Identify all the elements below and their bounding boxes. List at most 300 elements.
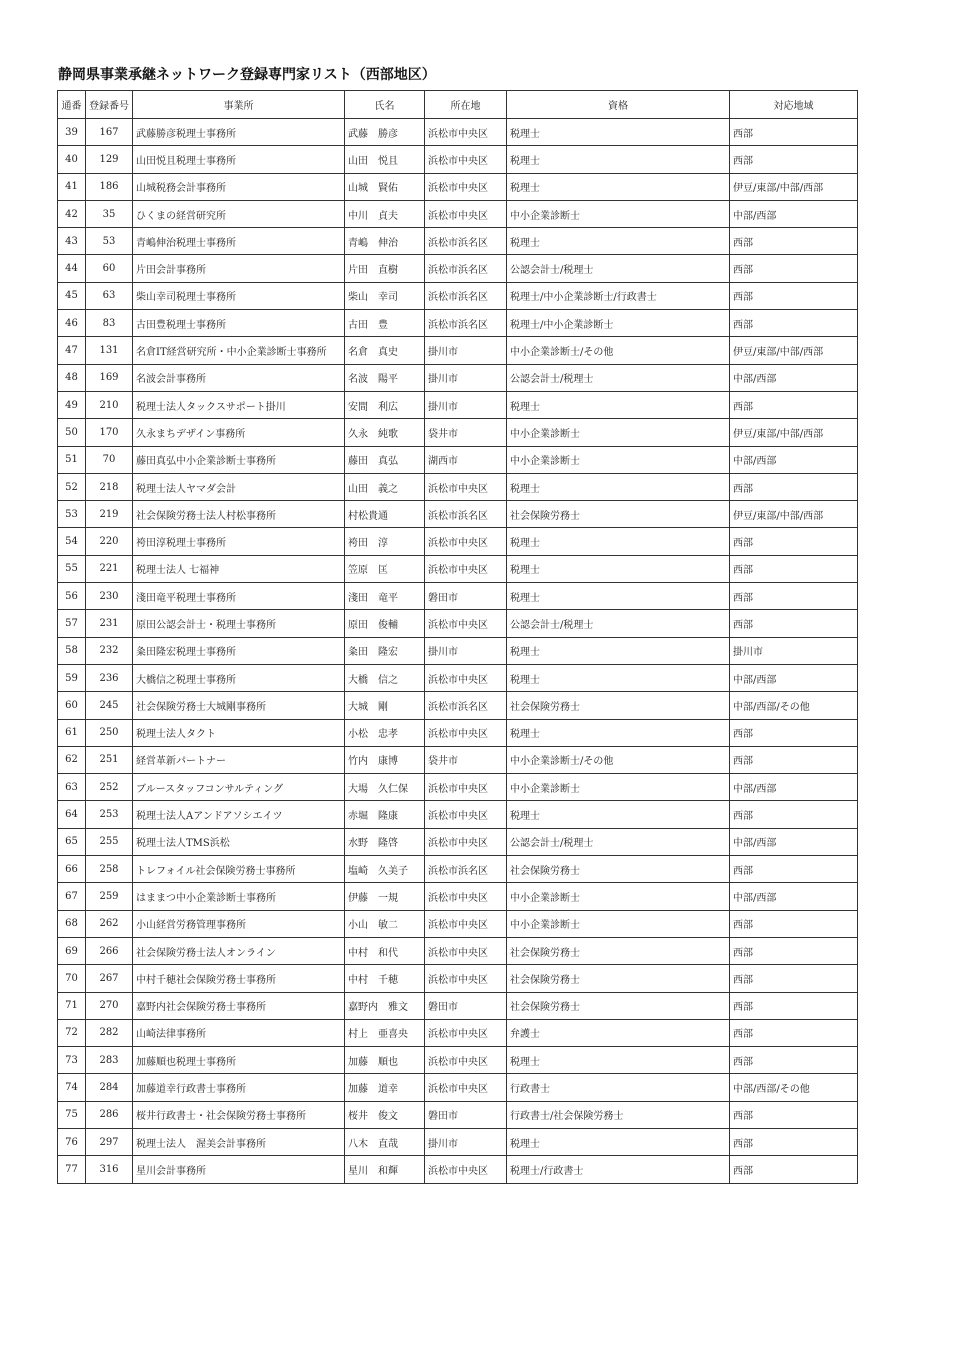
cell-location: 浜松市中央区 [425, 555, 507, 582]
cell-registration-number: 60 [86, 255, 133, 282]
cell-qualification: 税理士 [507, 719, 730, 746]
cell-region: 伊豆/東部/中部/西部 [730, 501, 858, 528]
cell-serial: 69 [58, 937, 86, 964]
cell-name: 村上 亜喜央 [345, 1019, 425, 1046]
cell-region: 西部 [730, 228, 858, 255]
cell-office: 山城税務会計事務所 [133, 173, 345, 200]
cell-region: 中部/西部/その他 [730, 692, 858, 719]
cell-office: 藤田真弘中小企業診断士事務所 [133, 446, 345, 473]
cell-registration-number: 282 [86, 1019, 133, 1046]
cell-region: 掛川市 [730, 637, 858, 664]
cell-registration-number: 35 [86, 200, 133, 227]
cell-name: 武藤 勝彦 [345, 119, 425, 146]
cell-qualification: 税理士 [507, 555, 730, 582]
cell-name: 塩崎 久美子 [345, 856, 425, 883]
cell-serial: 68 [58, 910, 86, 937]
cell-office: 税理士法人タックスサポート掛川 [133, 391, 345, 418]
cell-region: 中部/西部 [730, 664, 858, 691]
cell-region: 西部 [730, 1128, 858, 1155]
header-qualification: 資格 [507, 91, 730, 119]
cell-office: 税理士法人ヤマダ会計 [133, 473, 345, 500]
cell-name: 小松 忠孝 [345, 719, 425, 746]
cell-region: 西部 [730, 119, 858, 146]
cell-location: 浜松市中央区 [425, 801, 507, 828]
cell-name: 笠原 匡 [345, 555, 425, 582]
cell-location: 磐田市 [425, 1101, 507, 1128]
cell-location: 磐田市 [425, 992, 507, 1019]
table-row [58, 910, 858, 937]
cell-name: 竹内 康博 [345, 746, 425, 773]
cell-name: 中村 千穂 [345, 965, 425, 992]
cell-serial: 62 [58, 746, 86, 773]
cell-serial: 74 [58, 1074, 86, 1101]
cell-registration-number: 262 [86, 910, 133, 937]
table-row [58, 1019, 858, 1046]
cell-name: 藤田 真弘 [345, 446, 425, 473]
cell-serial: 61 [58, 719, 86, 746]
cell-location: 磐田市 [425, 583, 507, 610]
cell-registration-number: 283 [86, 1047, 133, 1074]
cell-location: 浜松市浜名区 [425, 282, 507, 309]
cell-registration-number: 232 [86, 637, 133, 664]
cell-office: 青嶋伸治税理士事務所 [133, 228, 345, 255]
cell-qualification: 税理士 [507, 528, 730, 555]
cell-office: 名倉IT経営研究所・中小企業診断士事務所 [133, 337, 345, 364]
cell-location: 浜松市中央区 [425, 910, 507, 937]
cell-region: 伊豆/東部/中部/西部 [730, 419, 858, 446]
cell-region: 中部/西部 [730, 828, 858, 855]
cell-location: 浜松市浜名区 [425, 501, 507, 528]
cell-name: 粂田 隆宏 [345, 637, 425, 664]
header-region: 対応地域 [730, 91, 858, 119]
cell-name: 加藤 道幸 [345, 1074, 425, 1101]
cell-qualification: 税理士 [507, 664, 730, 691]
cell-qualification: 税理士 [507, 391, 730, 418]
cell-qualification: 税理士 [507, 583, 730, 610]
cell-serial: 56 [58, 583, 86, 610]
cell-registration-number: 259 [86, 883, 133, 910]
header-serial: 通番 [58, 91, 86, 119]
cell-location: 浜松市中央区 [425, 1047, 507, 1074]
cell-office: 税理士法人TMS浜松 [133, 828, 345, 855]
cell-qualification: 公認会計士/税理士 [507, 828, 730, 855]
cell-region: 西部 [730, 719, 858, 746]
cell-registration-number: 284 [86, 1074, 133, 1101]
cell-qualification: 税理士/中小企業診断士 [507, 310, 730, 337]
table-row [58, 692, 858, 719]
cell-region: 西部 [730, 555, 858, 582]
table-row [58, 528, 858, 555]
cell-name: 山城 賢佑 [345, 173, 425, 200]
table-row [58, 992, 858, 1019]
cell-qualification: 税理士/行政書士 [507, 1156, 730, 1183]
cell-office: はままつ中小企業診断士事務所 [133, 883, 345, 910]
cell-region: 西部 [730, 746, 858, 773]
cell-name: 星川 和輝 [345, 1156, 425, 1183]
cell-office: ブルースタッフコンサルティング [133, 774, 345, 801]
cell-registration-number: 250 [86, 719, 133, 746]
cell-registration-number: 297 [86, 1128, 133, 1155]
cell-name: 山田 悦且 [345, 146, 425, 173]
cell-registration-number: 219 [86, 501, 133, 528]
cell-qualification: 公認会計士/税理士 [507, 364, 730, 391]
cell-location: 浜松市浜名区 [425, 255, 507, 282]
cell-office: 嘉野内社会保険労務士事務所 [133, 992, 345, 1019]
cell-name: 袴田 淳 [345, 528, 425, 555]
table-row [58, 501, 858, 528]
cell-office: 社会保険労務士法人村松事務所 [133, 501, 345, 528]
cell-location: 浜松市中央区 [425, 1019, 507, 1046]
cell-office: 社会保険労務士大城剛事務所 [133, 692, 345, 719]
table-row [58, 583, 858, 610]
cell-region: 中部/西部 [730, 774, 858, 801]
cell-location: 浜松市中央区 [425, 719, 507, 746]
cell-registration-number: 253 [86, 801, 133, 828]
cell-office: 税理士法人 七福神 [133, 555, 345, 582]
cell-qualification: 行政書士 [507, 1074, 730, 1101]
cell-location: 浜松市中央区 [425, 610, 507, 637]
cell-registration-number: 258 [86, 856, 133, 883]
cell-region: 西部 [730, 528, 858, 555]
cell-location: 浜松市中央区 [425, 528, 507, 555]
cell-office: 粂田隆宏税理士事務所 [133, 637, 345, 664]
cell-qualification: 中小企業診断士 [507, 910, 730, 937]
cell-office: 片田会計事務所 [133, 255, 345, 282]
cell-name: 八木 直哉 [345, 1128, 425, 1155]
cell-serial: 43 [58, 228, 86, 255]
table-row [58, 255, 858, 282]
cell-registration-number: 316 [86, 1156, 133, 1183]
table-row [58, 746, 858, 773]
cell-serial: 52 [58, 473, 86, 500]
cell-serial: 70 [58, 965, 86, 992]
table-row [58, 883, 858, 910]
table-row [58, 937, 858, 964]
cell-qualification: 税理士/中小企業診断士/行政書士 [507, 282, 730, 309]
table-row [58, 391, 858, 418]
cell-serial: 66 [58, 856, 86, 883]
cell-location: 浜松市中央区 [425, 883, 507, 910]
cell-registration-number: 255 [86, 828, 133, 855]
cell-qualification: 公認会計士/税理士 [507, 255, 730, 282]
cell-office: ひくまの経営研究所 [133, 200, 345, 227]
cell-region: 中部/西部 [730, 200, 858, 227]
cell-name: 淺田 竜平 [345, 583, 425, 610]
cell-location: 袋井市 [425, 419, 507, 446]
cell-registration-number: 218 [86, 473, 133, 500]
cell-location: 浜松市浜名区 [425, 692, 507, 719]
cell-qualification: 税理士 [507, 473, 730, 500]
cell-name: 大橋 信之 [345, 664, 425, 691]
cell-name: 大場 久仁保 [345, 774, 425, 801]
table-row [58, 473, 858, 500]
cell-registration-number: 270 [86, 992, 133, 1019]
table-row [58, 610, 858, 637]
cell-serial: 55 [58, 555, 86, 582]
cell-location: 浜松市浜名区 [425, 856, 507, 883]
table-header-row [58, 91, 858, 119]
header-name: 氏名 [345, 91, 425, 119]
cell-office: 桜井行政書士・社会保険労務士事務所 [133, 1101, 345, 1128]
cell-office: 星川会計事務所 [133, 1156, 345, 1183]
cell-serial: 50 [58, 419, 86, 446]
cell-office: 加藤道幸行政書士事務所 [133, 1074, 345, 1101]
cell-qualification: 中小企業診断士 [507, 774, 730, 801]
cell-region: 西部 [730, 255, 858, 282]
cell-name: 原田 俊輔 [345, 610, 425, 637]
cell-serial: 47 [58, 337, 86, 364]
cell-serial: 51 [58, 446, 86, 473]
cell-serial: 77 [58, 1156, 86, 1183]
cell-serial: 40 [58, 146, 86, 173]
table-row [58, 419, 858, 446]
cell-region: 西部 [730, 992, 858, 1019]
cell-region: 西部 [730, 282, 858, 309]
cell-name: 名倉 真史 [345, 337, 425, 364]
cell-name: 中川 貞夫 [345, 200, 425, 227]
cell-location: 浜松市中央区 [425, 173, 507, 200]
cell-registration-number: 252 [86, 774, 133, 801]
table-row [58, 1074, 858, 1101]
header-registration-number: 登録番号 [86, 91, 133, 119]
cell-serial: 64 [58, 801, 86, 828]
cell-registration-number: 53 [86, 228, 133, 255]
cell-region: 西部 [730, 391, 858, 418]
cell-registration-number: 267 [86, 965, 133, 992]
cell-name: 青嶋 伸治 [345, 228, 425, 255]
cell-office: 大橋信之税理士事務所 [133, 664, 345, 691]
cell-location: 浜松市浜名区 [425, 228, 507, 255]
cell-serial: 65 [58, 828, 86, 855]
cell-registration-number: 63 [86, 282, 133, 309]
cell-office: 武藤勝彦税理士事務所 [133, 119, 345, 146]
cell-region: 西部 [730, 1047, 858, 1074]
cell-office: 袴田淳税理士事務所 [133, 528, 345, 555]
cell-region: 中部/西部 [730, 883, 858, 910]
cell-location: 浜松市中央区 [425, 774, 507, 801]
cell-qualification: 税理士 [507, 637, 730, 664]
cell-region: 西部 [730, 583, 858, 610]
cell-region: 西部 [730, 1156, 858, 1183]
cell-qualification: 社会保険労務士 [507, 937, 730, 964]
cell-region: 中部/西部 [730, 446, 858, 473]
cell-location: 掛川市 [425, 391, 507, 418]
cell-registration-number: 129 [86, 146, 133, 173]
table-row [58, 828, 858, 855]
cell-serial: 54 [58, 528, 86, 555]
cell-qualification: 社会保険労務士 [507, 992, 730, 1019]
cell-name: 大城 剛 [345, 692, 425, 719]
cell-serial: 41 [58, 173, 86, 200]
table-row [58, 965, 858, 992]
cell-name: 久永 純歌 [345, 419, 425, 446]
cell-serial: 39 [58, 119, 86, 146]
table-row [58, 719, 858, 746]
cell-region: 西部 [730, 1019, 858, 1046]
cell-location: 浜松市中央区 [425, 473, 507, 500]
cell-registration-number: 230 [86, 583, 133, 610]
cell-office: 小山経営労務管理事務所 [133, 910, 345, 937]
cell-name: 嘉野内 雅文 [345, 992, 425, 1019]
cell-qualification: 弁護士 [507, 1019, 730, 1046]
cell-qualification: 税理士 [507, 1128, 730, 1155]
cell-registration-number: 70 [86, 446, 133, 473]
cell-office: 淺田竜平税理士事務所 [133, 583, 345, 610]
cell-office: 山田悦且税理士事務所 [133, 146, 345, 173]
cell-serial: 42 [58, 200, 86, 227]
cell-name: 名波 陽平 [345, 364, 425, 391]
cell-region: 西部 [730, 801, 858, 828]
cell-location: 掛川市 [425, 1128, 507, 1155]
page-title: 静岡県事業承継ネットワーク登録専門家リスト（西部地区） [58, 67, 436, 83]
cell-qualification: 中小企業診断士/その他 [507, 337, 730, 364]
cell-qualification: 公認会計士/税理士 [507, 610, 730, 637]
cell-location: 湖西市 [425, 446, 507, 473]
cell-qualification: 税理士 [507, 146, 730, 173]
table-row [58, 200, 858, 227]
cell-serial: 63 [58, 774, 86, 801]
cell-registration-number: 221 [86, 555, 133, 582]
cell-serial: 58 [58, 637, 86, 664]
cell-name: 加藤 順也 [345, 1047, 425, 1074]
cell-qualification: 税理士 [507, 228, 730, 255]
cell-serial: 59 [58, 664, 86, 691]
cell-region: 西部 [730, 146, 858, 173]
cell-qualification: 中小企業診断士 [507, 419, 730, 446]
header-office: 事業所 [133, 91, 345, 119]
cell-office: 中村千穂社会保険労務士事務所 [133, 965, 345, 992]
cell-qualification: 税理士 [507, 173, 730, 200]
cell-registration-number: 169 [86, 364, 133, 391]
cell-region: 西部 [730, 856, 858, 883]
cell-name: 古田 豊 [345, 310, 425, 337]
cell-name: 安間 利広 [345, 391, 425, 418]
cell-office: 原田公認会計士・税理士事務所 [133, 610, 345, 637]
table-row [58, 146, 858, 173]
table-row [58, 774, 858, 801]
cell-region: 西部 [730, 910, 858, 937]
cell-serial: 60 [58, 692, 86, 719]
table-row [58, 337, 858, 364]
header-location: 所在地 [425, 91, 507, 119]
cell-registration-number: 220 [86, 528, 133, 555]
table-row [58, 282, 858, 309]
cell-qualification: 中小企業診断士 [507, 200, 730, 227]
cell-office: 柴山幸司税理士事務所 [133, 282, 345, 309]
cell-location: 浜松市中央区 [425, 965, 507, 992]
cell-qualification: 税理士 [507, 119, 730, 146]
cell-office: 古田豊税理士事務所 [133, 310, 345, 337]
cell-location: 掛川市 [425, 337, 507, 364]
cell-office: 加藤順也税理士事務所 [133, 1047, 345, 1074]
cell-serial: 71 [58, 992, 86, 1019]
cell-region: 西部 [730, 1101, 858, 1128]
cell-location: 掛川市 [425, 637, 507, 664]
cell-registration-number: 251 [86, 746, 133, 773]
cell-serial: 67 [58, 883, 86, 910]
cell-location: 浜松市浜名区 [425, 310, 507, 337]
cell-registration-number: 210 [86, 391, 133, 418]
cell-serial: 44 [58, 255, 86, 282]
cell-registration-number: 286 [86, 1101, 133, 1128]
table-row [58, 364, 858, 391]
table-row [58, 119, 858, 146]
cell-location: 袋井市 [425, 746, 507, 773]
cell-region: 西部 [730, 310, 858, 337]
cell-registration-number: 186 [86, 173, 133, 200]
cell-location: 浜松市中央区 [425, 200, 507, 227]
cell-location: 浜松市中央区 [425, 664, 507, 691]
cell-qualification: 税理士 [507, 801, 730, 828]
cell-office: 山崎法律事務所 [133, 1019, 345, 1046]
cell-office: 税理士法人タクト [133, 719, 345, 746]
table-row [58, 1128, 858, 1155]
cell-name: 小山 敏二 [345, 910, 425, 937]
cell-location: 掛川市 [425, 364, 507, 391]
cell-serial: 76 [58, 1128, 86, 1155]
cell-name: 伊藤 一規 [345, 883, 425, 910]
expert-list-table [57, 90, 858, 1184]
cell-region: 伊豆/東部/中部/西部 [730, 173, 858, 200]
cell-region: 西部 [730, 965, 858, 992]
cell-location: 浜松市中央区 [425, 1074, 507, 1101]
cell-serial: 72 [58, 1019, 86, 1046]
table-row [58, 555, 858, 582]
cell-location: 浜松市中央区 [425, 146, 507, 173]
cell-qualification: 中小企業診断士 [507, 883, 730, 910]
cell-region: 伊豆/東部/中部/西部 [730, 337, 858, 364]
cell-registration-number: 236 [86, 664, 133, 691]
cell-serial: 53 [58, 501, 86, 528]
cell-name: 片田 直樹 [345, 255, 425, 282]
table-row [58, 637, 858, 664]
table-row [58, 1047, 858, 1074]
cell-registration-number: 167 [86, 119, 133, 146]
cell-location: 浜松市中央区 [425, 937, 507, 964]
cell-serial: 57 [58, 610, 86, 637]
cell-region: 西部 [730, 610, 858, 637]
cell-serial: 46 [58, 310, 86, 337]
cell-name: 桜井 俊文 [345, 1101, 425, 1128]
cell-location: 浜松市中央区 [425, 828, 507, 855]
cell-registration-number: 170 [86, 419, 133, 446]
cell-region: 中部/西部/その他 [730, 1074, 858, 1101]
cell-serial: 73 [58, 1047, 86, 1074]
cell-name: 柴山 幸司 [345, 282, 425, 309]
cell-name: 村松貴通 [345, 501, 425, 528]
cell-office: 名波会計事務所 [133, 364, 345, 391]
cell-office: 税理士法人 渥美会計事務所 [133, 1128, 345, 1155]
cell-registration-number: 245 [86, 692, 133, 719]
cell-registration-number: 266 [86, 937, 133, 964]
cell-registration-number: 231 [86, 610, 133, 637]
table-row [58, 856, 858, 883]
cell-office: 久永まちデザイン事務所 [133, 419, 345, 446]
cell-registration-number: 131 [86, 337, 133, 364]
cell-serial: 45 [58, 282, 86, 309]
cell-region: 西部 [730, 473, 858, 500]
cell-qualification: 税理士 [507, 1047, 730, 1074]
cell-qualification: 中小企業診断士/その他 [507, 746, 730, 773]
cell-registration-number: 83 [86, 310, 133, 337]
cell-qualification: 社会保険労務士 [507, 692, 730, 719]
cell-office: 社会保険労務士法人オンライン [133, 937, 345, 964]
cell-name: 水野 隆啓 [345, 828, 425, 855]
cell-office: 税理士法人Aアンドアソシエイツ [133, 801, 345, 828]
table-row [58, 1101, 858, 1128]
table-row [58, 664, 858, 691]
table-row [58, 801, 858, 828]
